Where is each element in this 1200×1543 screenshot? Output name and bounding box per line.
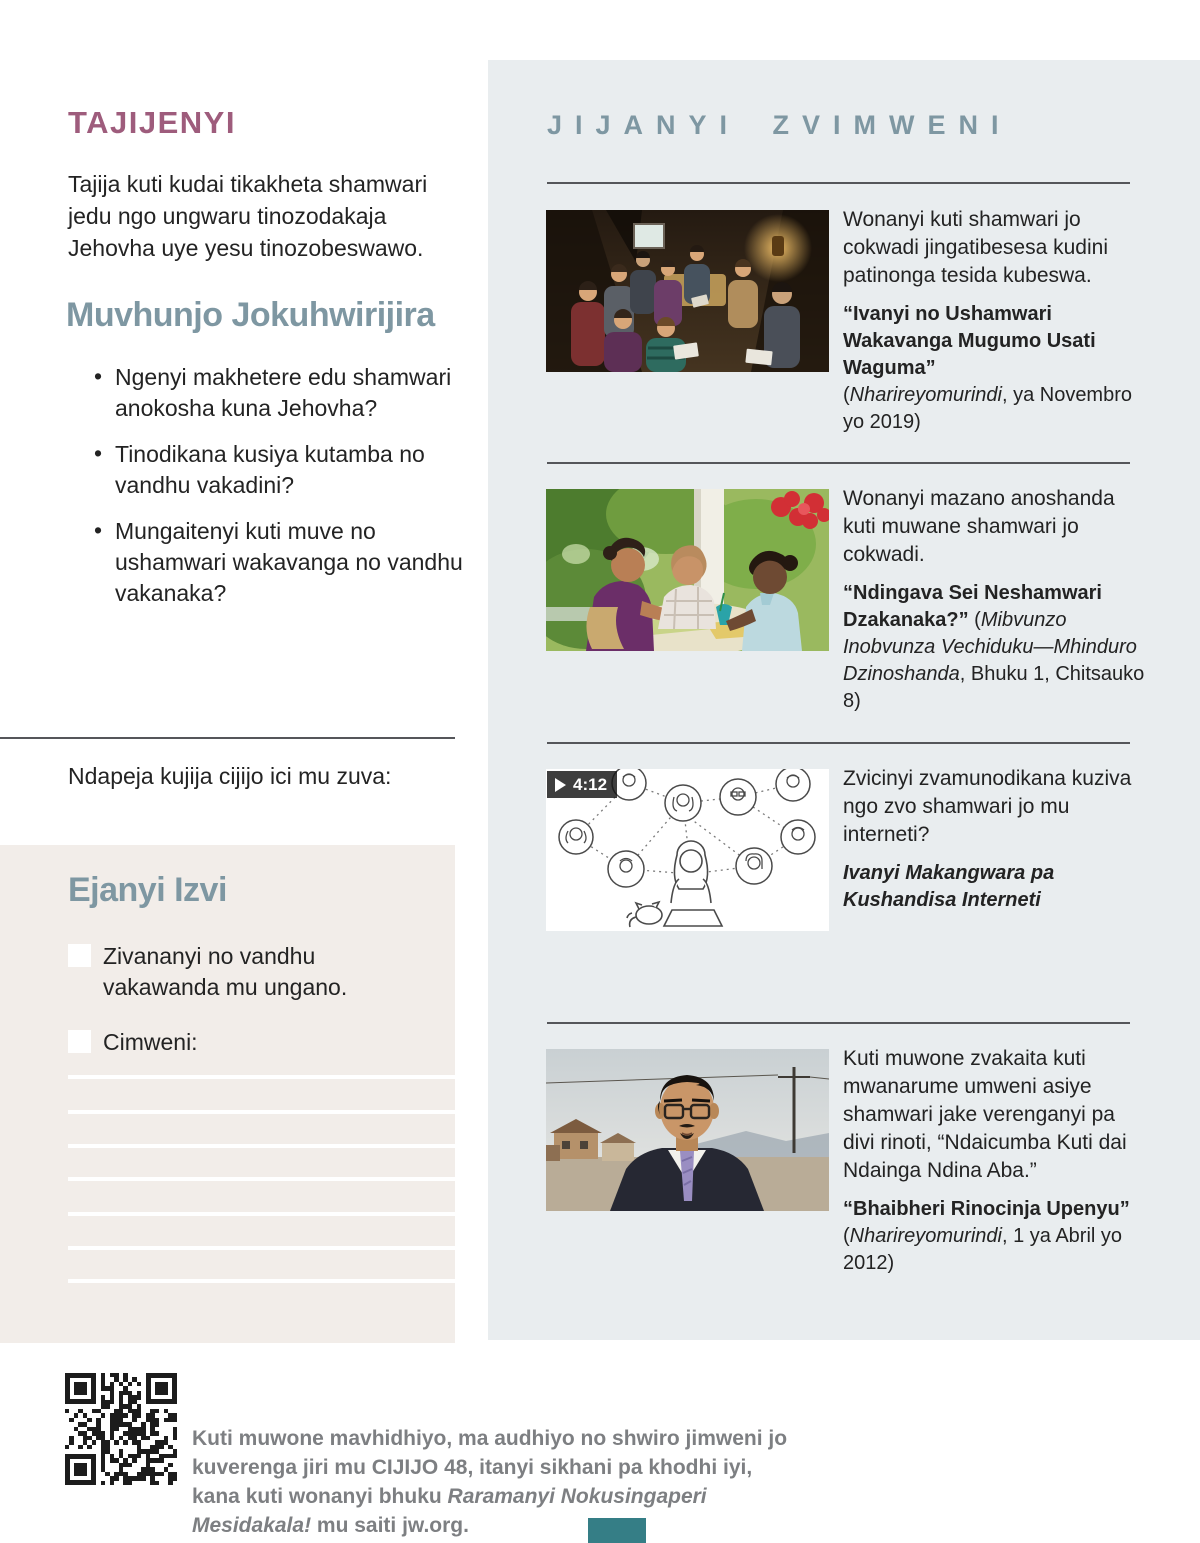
media-section-text bbox=[843, 206, 1148, 436]
publication-reference[interactable]: “Ivanyi no Ushamwari Wakavanga Mugumo Usati Waguma” (Nharireyomurindi, ya Novembro yo 2019) bbox=[843, 303, 1133, 433]
video-duration-badge bbox=[547, 771, 617, 798]
bullet-icon: • bbox=[94, 440, 103, 466]
question-text: Mungaitenyi kuti muve no ushamwari wakavanga no vandhu vakanaka? bbox=[115, 518, 463, 606]
bullet-icon: • bbox=[94, 363, 103, 389]
qr-code bbox=[65, 1373, 177, 1485]
todo-panel bbox=[0, 845, 455, 1343]
publication-reference[interactable]: “Bhaibheri Rinocinja Upenyu” (Nharireyomurindi, 1 ya Abril yo 2012) bbox=[843, 1198, 1130, 1274]
question-item bbox=[68, 439, 468, 501]
video-title-reference[interactable]: Ivanyi Makangwara pa Kushandisa Interneti bbox=[843, 862, 1055, 911]
section-description: Kuti muwone zvakaita kuti mwanarume umweni asiye shamwari jake verenganyi pa divi rinoti, “Ndaicumba Kuti dai Ndainga Ndina Aba.” bbox=[843, 1047, 1127, 1182]
media-section bbox=[546, 769, 1146, 999]
qr-finder-icon bbox=[146, 1373, 177, 1404]
writing-line bbox=[68, 1110, 455, 1114]
question-text: Tinodikana kusiya kutamba no vandhu vakadini? bbox=[115, 441, 425, 498]
secret-group-bible-study-photo bbox=[546, 210, 829, 372]
video-duration: 4:12 bbox=[573, 774, 608, 794]
media-panel-heading: JIJANYI ZVIMWENI bbox=[547, 110, 1012, 140]
divider bbox=[547, 1022, 1130, 1024]
online-friends-whiteboard-video[interactable] bbox=[546, 769, 829, 931]
question-item bbox=[68, 516, 468, 609]
questions-heading: Muvhunjo Jokuhwirijira bbox=[66, 296, 435, 334]
man-portrait-photo bbox=[546, 1049, 829, 1211]
todo-label: Zivananyi no vandhu vakawanda mu ungano. bbox=[103, 943, 348, 1000]
bullet-icon: • bbox=[94, 517, 103, 543]
goal-heading: TAJIJENYI bbox=[68, 105, 236, 140]
media-section-text bbox=[843, 1045, 1148, 1277]
play-icon bbox=[555, 778, 566, 792]
media-section-text bbox=[843, 765, 1148, 914]
question-text: Ngenyi makhetere edu shamwari anokosha kuna Jehovha? bbox=[115, 364, 452, 421]
checkbox[interactable] bbox=[68, 1030, 91, 1053]
publication-reference[interactable]: “Ndingava Sei Neshamwari Dzakanaka?” (Mibvunzo Inobvunza Vechiduku—Mhinduro Dzinoshanda, Bhuku 1, Chitsauko 8) bbox=[843, 582, 1145, 712]
todo-item bbox=[68, 941, 418, 1003]
writing-line bbox=[68, 1279, 455, 1283]
media-section bbox=[546, 210, 1146, 440]
goal-paragraph: Tajija kuti kudai tikakheta shamwari jedu ngo ungwaru tinozodakaja Jehovha uye yesu tinozobeswawo. bbox=[68, 171, 428, 261]
writing-line bbox=[68, 1075, 455, 1079]
questions-list bbox=[68, 362, 468, 624]
writing-line bbox=[68, 1177, 455, 1181]
todo-label: Cimweni: bbox=[103, 1029, 198, 1055]
page-number-tab bbox=[588, 1518, 646, 1543]
qr-finder-icon bbox=[65, 1373, 96, 1404]
todo-heading: Ejanyi Izvi bbox=[68, 871, 227, 909]
three-friends-cafe-photo bbox=[546, 489, 829, 651]
todo-item bbox=[68, 1027, 418, 1058]
section-description: Wonanyi mazano anoshanda kuti muwane shamwari jo cokwadi. bbox=[843, 487, 1115, 566]
divider bbox=[547, 742, 1130, 744]
question-item bbox=[68, 362, 468, 424]
section-description: Zvicinyi zvamunodikana kuziva ngo zvo shamwari jo mu interneti? bbox=[843, 767, 1132, 846]
divider bbox=[0, 737, 455, 739]
writing-line bbox=[68, 1212, 455, 1216]
media-section-text bbox=[843, 485, 1148, 715]
media-section bbox=[546, 489, 1146, 719]
qr-finder-icon bbox=[65, 1454, 96, 1485]
checkbox[interactable] bbox=[68, 944, 91, 967]
section-description: Wonanyi kuti shamwari jo cokwadi jingatibesesa kudini patinonga tesida kubeswa. bbox=[843, 208, 1108, 287]
writing-line bbox=[68, 1144, 455, 1148]
completion-date-prompt: Ndapeja kujija cijijo ici mu zuva: bbox=[68, 763, 392, 789]
footer-note: Kuti muwone mavhidhiyo, ma audhiyo no shwiro jimweni jo kuverenga jiri mu CIJIJO 48, itanyi sikhani pa khodhi iyi, kana kuti wonanyi bhuku Raramanyi Nokusingaperi Mesidakala! mu saiti jw.org. bbox=[192, 1427, 788, 1537]
media-panel bbox=[488, 60, 1200, 1340]
divider bbox=[547, 182, 1130, 184]
writing-line bbox=[68, 1246, 455, 1250]
divider bbox=[547, 462, 1130, 464]
media-section bbox=[546, 1049, 1146, 1279]
